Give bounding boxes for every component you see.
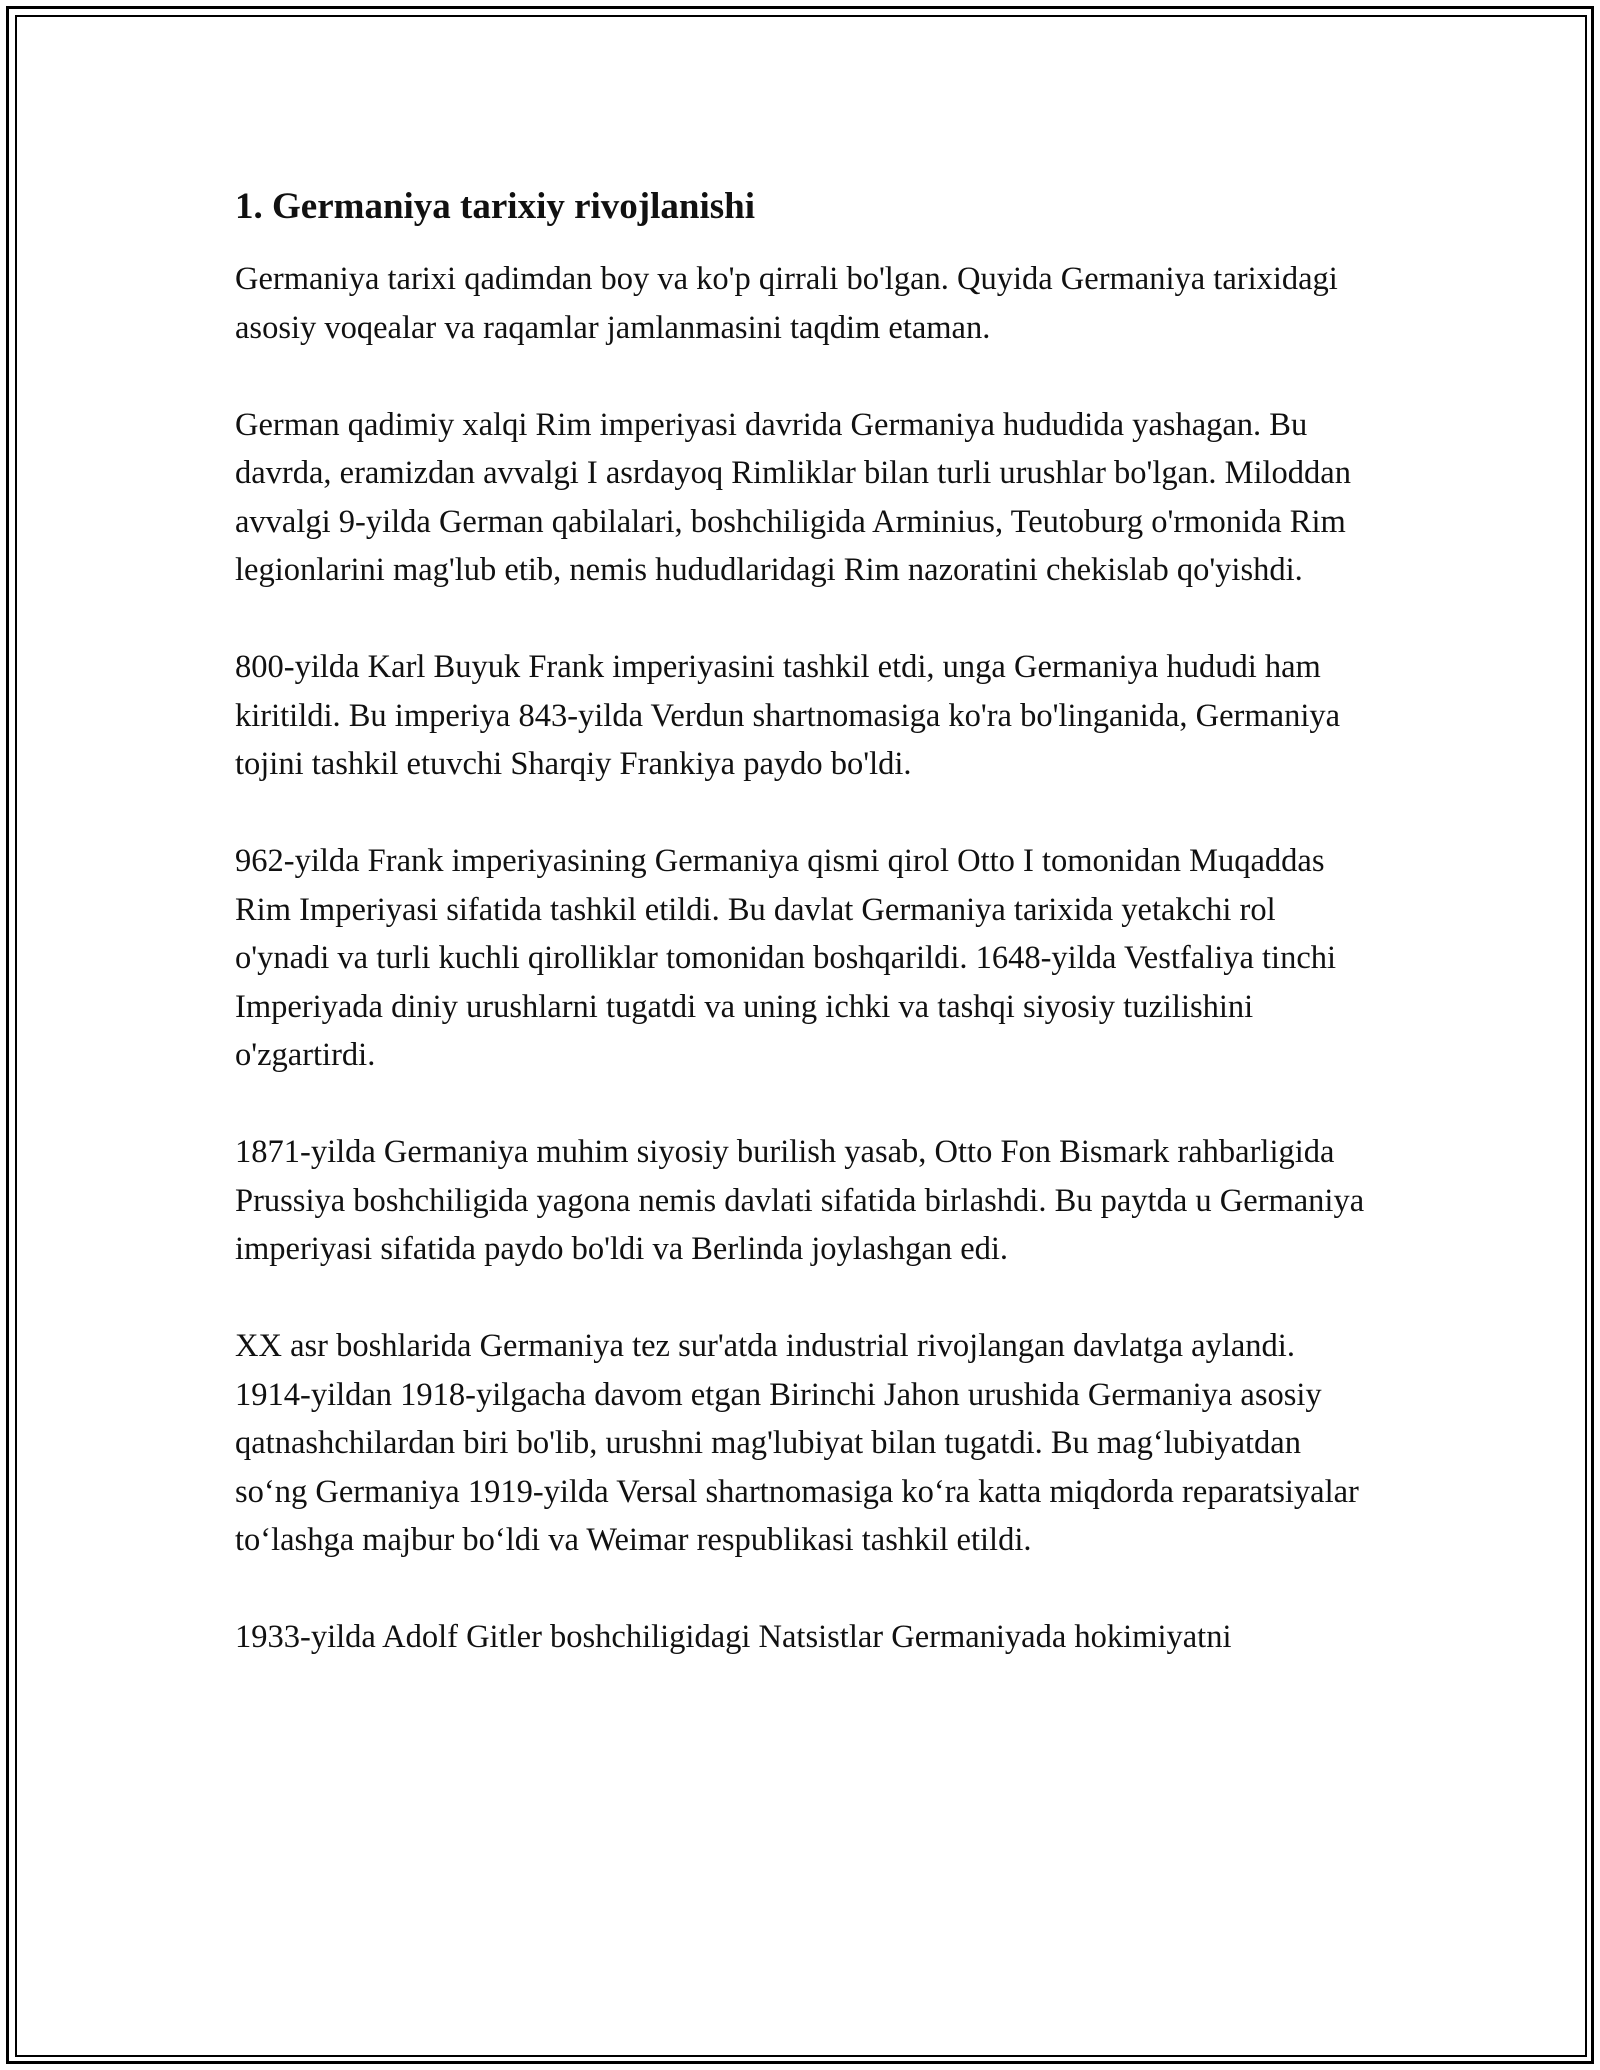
paragraph-nazi-era: 1933-yilda Adolf Gitler boshchiligidagi Natsistlar Germaniyada hokimiyatni [235,1619,1232,1656]
paragraph-ancient-germans: German qadimiy xalqi Rim imperiyasi davrida Germaniya hududida yashagan. Bu davrda, eramizdan avvalgi I asrdayoq Rimliklar bilan turli urushlar bo'lgan. Miloddan avvalgi 9-yilda German qabilalari, boshchiligida Arminius, Teutoburg o'rmonida Rim legionlarini mag'lub etib, nemis hududlaridagi Rim nazoratini chekislab qo'yishdi. [235,406,1351,589]
paragraph-holy-roman-empire: 962-yilda Frank imperiyasining Germaniya qismi qirol Otto I tomonidan Muqaddas Rim Imperiyasi sifatida tashkil etildi. Bu davlat Germaniya tarixida yetakchi rol o'ynadi va turli kuchli qirolliklar tomonidan boshqarildi. 1648-yilda Vestfaliya tinchi Imperiyada diniy urushlarni tugatdi va uning ichki va tashqi siyosiy tuzilishini o'zgartirdi. [235,843,1337,1074]
paragraph-frankish-empire: 800-yilda Karl Buyuk Frank imperiyasini tashkil etdi, unga Germaniya hududi ham kiritildi. Bu imperiya 843-yilda Verdun shartnomasiga ko'ra bo'linganida, Germaniya tojini tashkil etuvchi Sharqiy Frankiya paydo bo'ldi. [235,649,1341,783]
paragraph-unification: 1871-yilda Germaniya muhim siyosiy burilish yasab, Otto Fon Bismark rahbarligida Prussiya boshchiligida yagona nemis davlati sifatida birlashdi. Bu paytda u Germaniya imperiyasi sifatida paydo bo'ldi va Berlinda joylashgan edi. [235,1134,1365,1268]
paragraph-world-war-one: XX asr boshlarida Germaniya tez sur'atda industrial rivojlangan davlatga aylandi. 1914-yildan 1918-yilgacha davom etgan Birinchi Jahon urushida Germaniya asosiy qatnashchilardan biri bo'lib, urushni mag'lubiyat bilan tugatdi. Bu mag‘lubiyatdan so‘ng Germaniya 1919-yilda Versal shartnomasiga ko‘ra katta miqdorda reparatsiyalar to‘lashga majbur bo‘ldi va Weimar respublikasi tashkil etildi. [235,1328,1359,1559]
paragraph-intro: Germaniya tarixi qadimdan boy va ko'p qirrali bo'lgan. Quyida Germaniya tarixidagi asosiy voqealar va raqamlar jamlanmasini taqdim etaman. [235,261,1338,346]
document-body [235,185,1375,1710]
section-heading: 1. Germaniya tarixiy rivojlanishi [235,186,756,227]
